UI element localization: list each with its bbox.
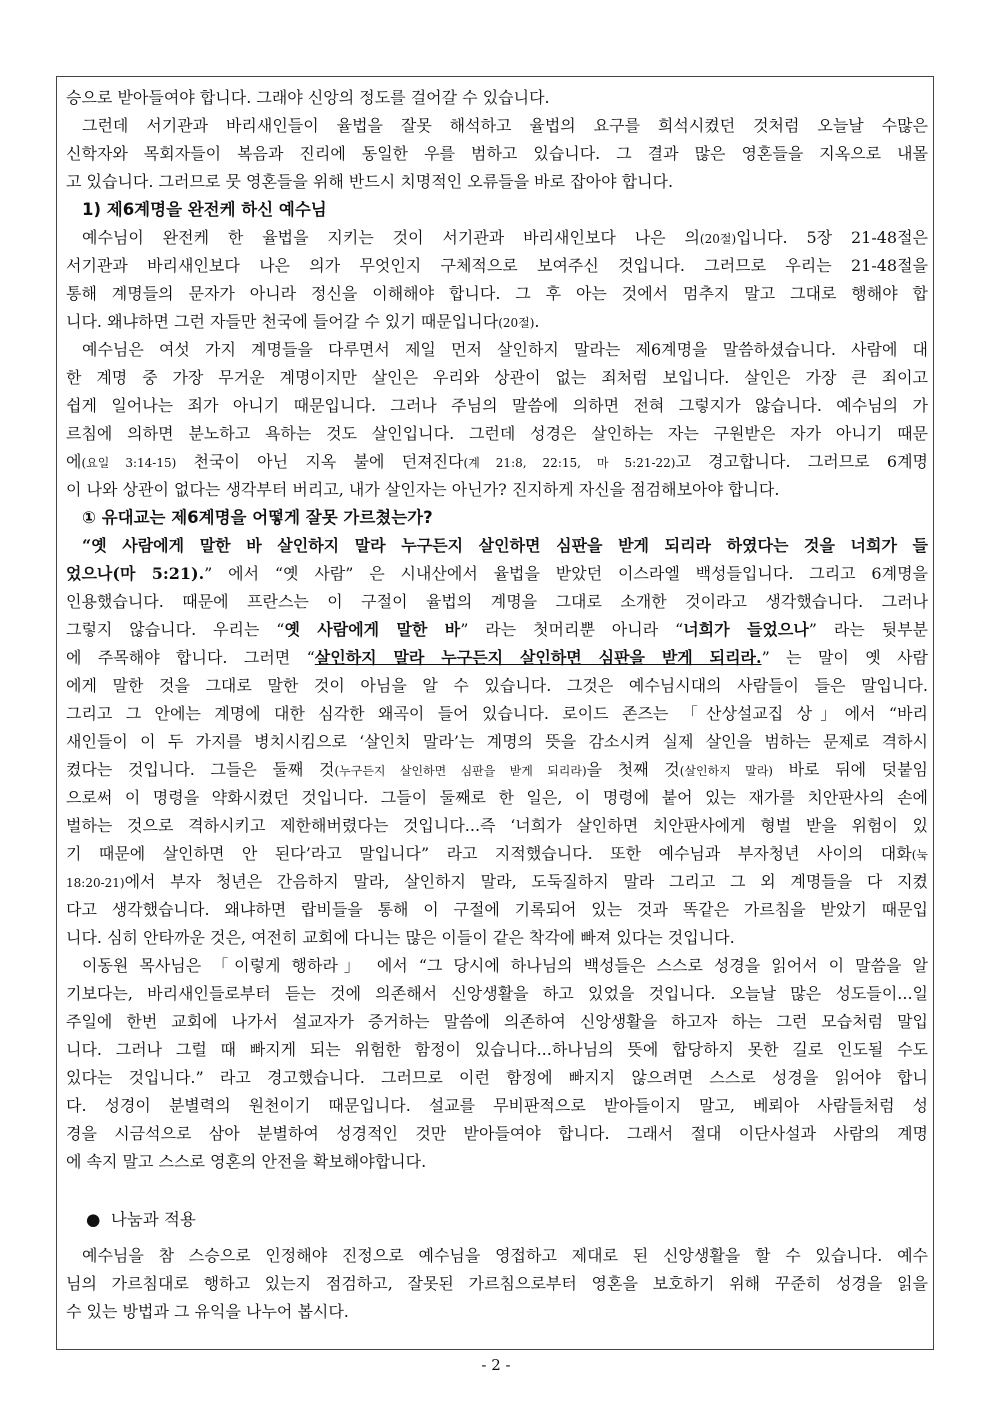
paragraph-line: 통해 계명들의 문자가 아니라 정신을 이해해야 합니다. 그 후 아는 것에서 멈추지 말고 그대로 행해야 합 bbox=[66, 284, 928, 303]
paragraph-line: 새인들이 이 두 가지를 병치시킴으로 ‘살인치 말라’는 계명의 뜻을 감소시켜 실제 살인을 범하는 문제로 격하시 bbox=[66, 732, 928, 751]
paragraph-line bbox=[66, 868, 928, 896]
text: ” 라는 첫머리뿐 아니라 “ bbox=[460, 620, 684, 639]
quote-text: 너희가 들었으나 bbox=[683, 620, 809, 639]
paragraph-line: 다고 생각했습니다. 왜냐하면 랍비들을 통해 이 구절에 기록되어 있는 것과 똑같은 가르침을 받았기 때문입 bbox=[66, 900, 928, 919]
text: ” 에서 “옛 사람” 은 시내산에서 율법을 받았던 이스라엘 백성들입니다. 그리고 6계명을 bbox=[204, 564, 928, 583]
text: 을 첫째 것 bbox=[586, 760, 680, 779]
paragraph-line: 주일에 한번 교회에 나가서 설교자가 증거하는 말씀에 의존하여 신앙생활을 하고자 하는 그런 모습처럼 말입 bbox=[66, 1012, 928, 1031]
document-body bbox=[66, 84, 928, 1326]
paragraph-line: 기보다는, 바리새인들로부터 듣는 것에 의존해서 신앙생활을 하고 있었을 것입니다. 오늘날 많은 성도들이...일 bbox=[66, 984, 928, 1003]
text: . bbox=[534, 312, 540, 331]
verse-reference: (20절) bbox=[498, 316, 535, 330]
paragraph-line: 에게 말한 것을 그대로 말한 것이 아님을 알 수 있습니다. 그것은 예수님시대의 사람들이 들은 말입니다. bbox=[66, 676, 928, 695]
verse-reference: (눅 bbox=[911, 848, 928, 862]
spacer bbox=[66, 1176, 928, 1206]
section-heading-text: 나눔과 적용 bbox=[110, 1210, 196, 1229]
paragraph-line bbox=[66, 308, 928, 336]
parenthetical: (누구든지 살인하면 심판을 받게 되리라) bbox=[334, 764, 587, 778]
paragraph-line: 님의 가르침대로 행하고 있는지 점검하고, 잘못된 가르침으로부터 영혼을 보호하기 위해 꾸준히 성경을 읽을 bbox=[66, 1274, 928, 1293]
paragraph-line: 인용했습니다. 때문에 프란스는 이 구절이 율법의 계명을 그대로 소개한 것이라고 생각했습니다. 그러나 bbox=[66, 592, 928, 611]
paragraph-line bbox=[66, 616, 928, 644]
section-heading: 1) 제6계명을 완전케 하신 예수님 bbox=[82, 200, 327, 219]
spacer bbox=[66, 1234, 928, 1242]
paragraph-line: 쉽게 일어나는 죄가 아니기 때문입니다. 그러나 주님의 말씀에 의하면 전혀 그렇지가 않습니다. 예수님의 가 bbox=[66, 396, 928, 415]
verse-reference: (요일 3:14-15) bbox=[81, 456, 177, 470]
bullet-icon: ● bbox=[86, 1210, 101, 1229]
text: 고 경고합니다. 그러므로 6계명 bbox=[675, 452, 928, 471]
paragraph-line: 경을 시금석으로 삼아 분별하여 성경적인 것만 받아들여야 합니다. 그래서 절대 이단사설과 사람의 계명 bbox=[66, 1124, 928, 1143]
quote-line: “옛 사람에게 말한 바 살인하지 말라 누구든지 살인하면 심판을 받게 되리라 하였다는 것을 너희가 들 bbox=[82, 536, 928, 555]
paragraph-line: 신학자와 목회자들이 복음과 진리에 동일한 우를 범하고 있습니다. 그 결과 많은 영혼들을 지옥으로 내몰 bbox=[66, 144, 928, 163]
paragraph-line: 다. 성경이 분별력의 원천이기 때문입니다. 설교를 무비판적으로 받아들이지 말고, 베뢰아 사람들처럼 성 bbox=[66, 1096, 928, 1115]
paragraph-line: 이동원 목사님은 「이렇게 행하라」 에서 “그 당시에 하나님의 백성들은 스스로 성경을 읽어서 이 말씀을 알 bbox=[82, 956, 928, 975]
text: 니다. 왜냐하면 그런 자들만 천국에 들어갈 수 있기 때문입니다 bbox=[66, 312, 499, 331]
paragraph-line: 니다. 그러나 그럴 때 빠지게 되는 위험한 함정이 있습니다...하나님의 뜻에 합당하지 못한 길로 인도될 수도 bbox=[66, 1040, 928, 1059]
paragraph-line: 수 있는 방법과 그 유익을 나누어 봅시다. bbox=[66, 1302, 349, 1321]
text: 천국이 아닌 지옥 불에 던져진다 bbox=[176, 452, 464, 471]
paragraph-line: 고 있습니다. 그러므로 뭇 영혼들을 위해 반드시 치명적인 오류들을 바로 잡아야 합니다. bbox=[66, 172, 674, 191]
paragraph-line bbox=[66, 448, 928, 476]
section-heading: ① 유대교는 제6계명을 어떻게 잘못 가르쳤는가? bbox=[82, 508, 433, 527]
parenthetical: (살인하지 말라) bbox=[679, 764, 773, 778]
paragraph-line: 니다. 심히 안타까운 것은, 여전히 교회에 다니는 많은 이들이 같은 착각에 빠져 있다는 것입니다. bbox=[66, 928, 735, 947]
verse-reference: (계 21:8, 22:15, 마 5:21-22) bbox=[463, 456, 676, 470]
text: 그렇지 않습니다. 우리는 “ bbox=[66, 620, 285, 639]
text: 에서 부자 청년은 간음하지 말라, 살인하지 말라, 도둑질하지 말라 그리고 그 외 계명들을 다 지켰 bbox=[124, 872, 928, 891]
quote-text: 었으나(마 5:21). bbox=[66, 564, 205, 583]
section-heading bbox=[66, 1206, 928, 1234]
paragraph-line: 에 속지 말고 스스로 영혼의 안전을 확보해야합니다. bbox=[66, 1152, 427, 1171]
paragraph-line: 그런데 서기관과 바리새인들이 율법을 잘못 해석하고 율법의 요구를 희석시켰던 것처럼 오늘날 수많은 bbox=[82, 116, 928, 135]
paragraph-line: 예수님을 참 스승으로 인정해야 진정으로 예수님을 영접하고 제대로 된 신앙생활을 할 수 있습니다. 예수 bbox=[82, 1246, 928, 1265]
text: 에 주목해야 합니다. 그러면 “ bbox=[66, 648, 315, 667]
paragraph-line: 으로써 이 명령을 약화시켰던 것입니다. 그들이 둘째로 한 일은, 이 명령에 붙어 있는 재가를 치안판사의 손에 bbox=[66, 788, 928, 807]
paragraph-line: 이 나와 상관이 없다는 생각부터 버리고, 내가 살인자는 아닌가? 진지하게 자신을 점검해보아야 합니다. bbox=[66, 480, 780, 499]
verse-reference: 18:20-21) bbox=[66, 876, 125, 890]
paragraph-line: 승으로 받아들여야 합니다. 그래야 신앙의 정도를 걸어갈 수 있습니다. bbox=[66, 88, 550, 107]
paragraph-line: 서기관과 바리새인보다 나은 의가 무엇인지 구체적으로 보여주신 것입니다. 그러므로 우리는 21-48절을 bbox=[66, 256, 928, 275]
text: 에 bbox=[66, 452, 82, 471]
page-number: - 2 - bbox=[481, 1356, 511, 1374]
text: 켰다는 것입니다. 그들은 둘째 것 bbox=[66, 760, 335, 779]
text: 기 때문에 살인하면 안 된다’라고 말입니다” 라고 지적했습니다. 또한 예수님과 부자청년 사이의 대화 bbox=[66, 844, 912, 863]
paragraph-line bbox=[66, 560, 928, 588]
verse-reference: (20절) bbox=[699, 232, 737, 246]
text: 예수님이 완전케 한 율법을 지키는 것이 서기관과 바리새인보다 나은 의 bbox=[82, 228, 700, 247]
paragraph-line: 벌하는 것으로 격하시키고 제한해버렸다는 것입니다...즉 ‘너희가 살인하면 치안판사에게 형벌 받을 위험이 있 bbox=[66, 816, 928, 835]
paragraph-line: 르침에 의하면 분노하고 욕하는 것도 살인입니다. 그런데 성경은 살인하는 자는 구원받은 자가 아니기 때문 bbox=[66, 424, 928, 443]
paragraph-line bbox=[66, 840, 928, 868]
paragraph-line: 그리고 그 안에는 계명에 대한 심각한 왜곡이 들어 있습니다. 로이드 존즈는 「산상설교집 상」에서 “바리 bbox=[66, 704, 928, 723]
text: ” 라는 뒷부분 bbox=[808, 620, 928, 639]
paragraph-line bbox=[66, 224, 928, 252]
quote-text-underlined: 살인하지 말라 누구든지 살인하면 심판을 받게 되리라. bbox=[314, 648, 762, 667]
text: 입니다. 5장 21-48절은 bbox=[736, 228, 928, 247]
paragraph-line: 한 계명 중 가장 무거운 계명이지만 살인은 우리와 상관이 없는 죄처럼 보입니다. 살인은 가장 큰 죄이고 bbox=[66, 368, 928, 387]
paragraph-line: 있다는 것입니다.” 라고 경고했습니다. 그러므로 이런 함정에 빠지지 않으려면 스스로 성경을 읽어야 합니 bbox=[66, 1068, 928, 1087]
text: ” 는 말이 옛 사람 bbox=[761, 648, 928, 667]
quote-text: 옛 사람에게 말한 바 bbox=[284, 620, 461, 639]
paragraph-line bbox=[66, 756, 928, 784]
paragraph-line: 예수님은 여섯 가지 계명들을 다루면서 제일 먼저 살인하지 말라는 제6계명을 말씀하셨습니다. 사람에 대 bbox=[82, 340, 928, 359]
paragraph-line bbox=[66, 644, 928, 672]
text: 바로 뒤에 덧붙임 bbox=[772, 760, 928, 779]
